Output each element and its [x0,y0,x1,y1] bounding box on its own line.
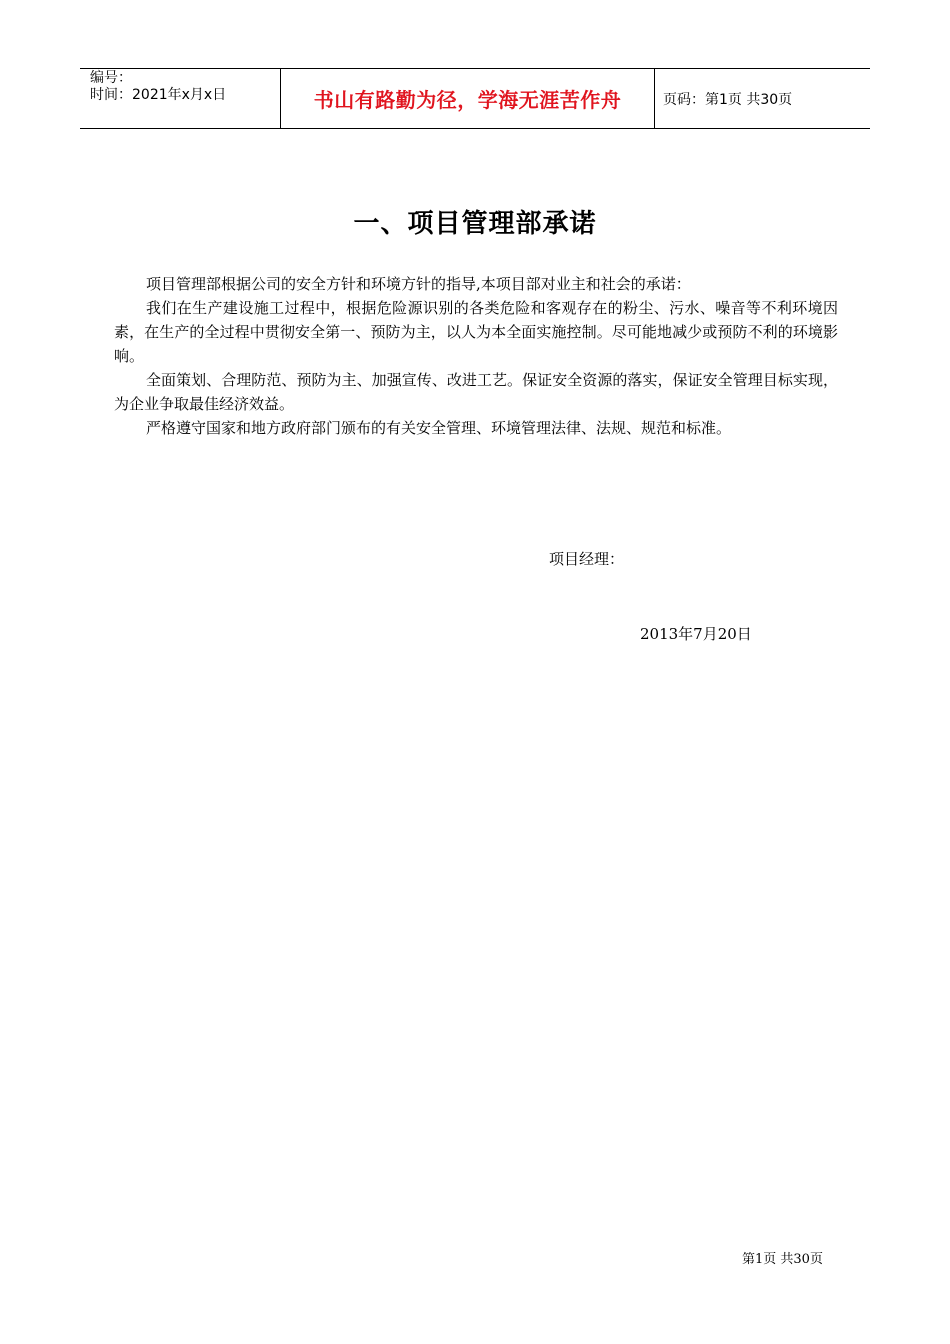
header-motto-cell [281,69,655,128]
page-footer: 第1页 共30页 [742,1252,823,1267]
header-motto: 书山有路勤为径，学海无涯苦作舟 [313,88,622,112]
document-body [114,272,838,440]
paragraph: 项目管理部根据公司的安全方针和环境方针的指导,本项目部对业主和社会的承诺： [146,275,691,293]
document-title: 一、项目管理部承诺 [353,209,597,239]
paragraph: 严格遵守国家和地方政府部门颁布的有关安全管理、环境管理法律、法规、规范和标准。 [146,419,732,437]
page-header [80,68,870,129]
manager-signature-label: 项目经理： [549,550,625,568]
document-date: 2013年7月20日 [640,625,752,643]
header-page-info: 页码：第1页 共30页 [663,91,793,108]
document-number-label: 编号： [90,70,132,86]
paragraph: 全面策划、合理防范、预防为主、加强宣传、改进工艺。保证安全资源的落实，保证安全管理目标实现，为企业争取最佳经济效益。 [114,371,838,413]
paragraph: 我们在生产建设施工过程中，根据危险源识别的各类危险和客观存在的粉尘、污水、噪音等不利环境因素，在生产的全过程中贯彻安全第一、预防为主，以人为本全面实施控制。尽可能地减少或预防不利的环境影响。 [114,299,838,365]
header-left-cell [80,69,281,128]
document-time: 时间：2021年x月x日 [90,87,227,103]
header-page-cell [655,69,870,128]
